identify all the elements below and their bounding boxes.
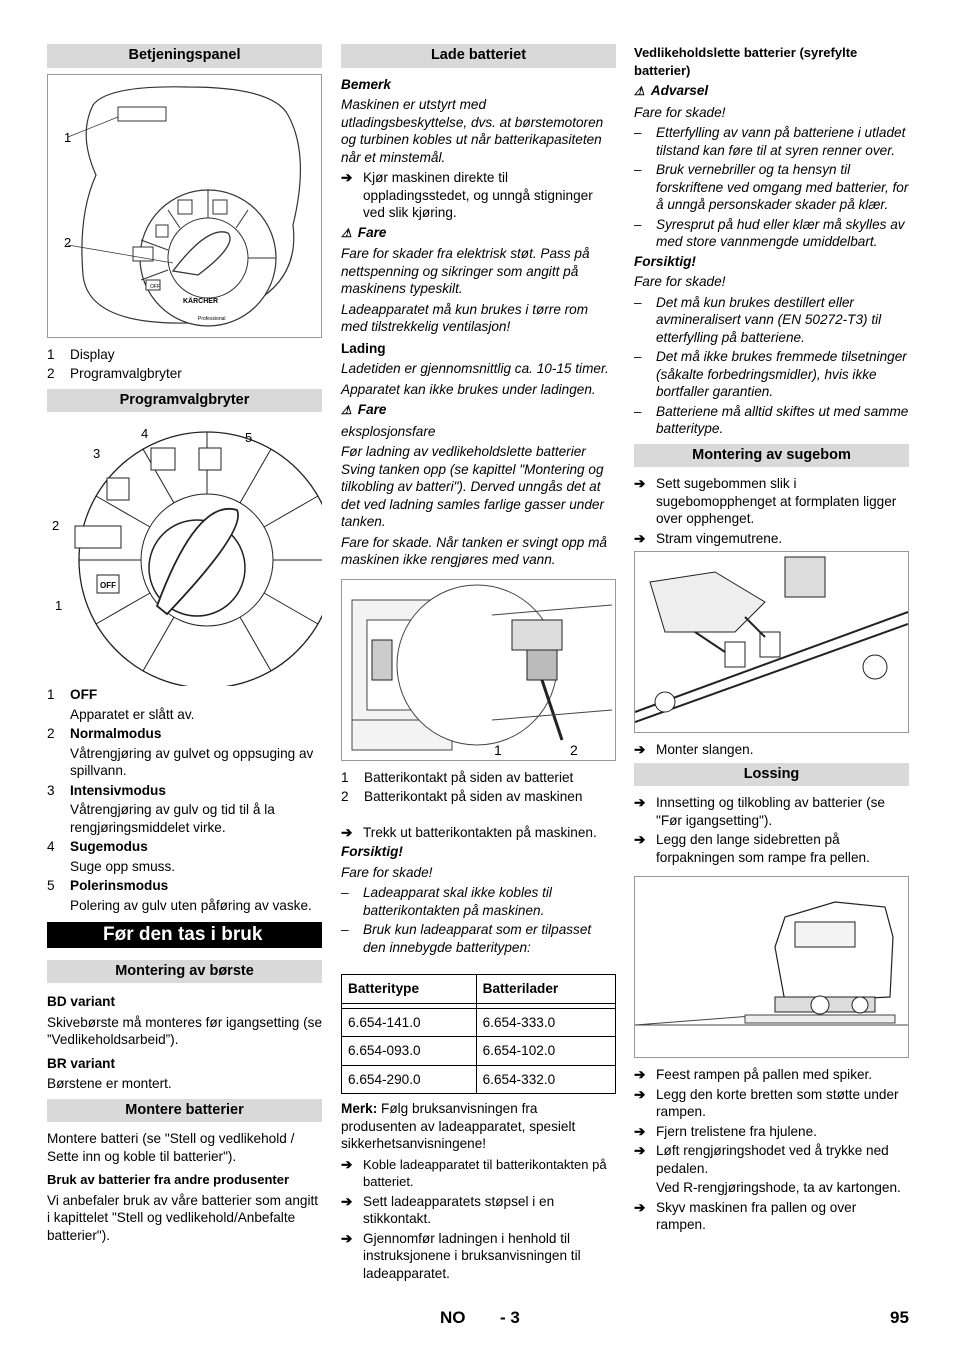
label-2: 2	[52, 518, 60, 533]
caution-heading: Forsiktig!	[341, 844, 403, 859]
paragraph: Ladeapparatet må kun brukes i tørre rom med tilstrekkelig ventilasjon!	[341, 301, 589, 334]
bullet: – Bruk kun ladeapparat som er tilpasset den innebygde batteritypen:	[341, 922, 592, 955]
label-2: 2	[570, 741, 578, 758]
subheading: Lading	[341, 340, 386, 356]
instruction: ➔ Innsetting og tilkobling av batterier (se "Før igangsetting").	[634, 795, 885, 828]
warning-triangle-icon: ⚠	[341, 225, 352, 240]
page-number: 95	[890, 1308, 909, 1327]
mode-item: 4 Sugemodus	[47, 839, 148, 854]
paragraph: Fare for skade. Når tanken er svingt opp må maskinen ikke rengjøres med vann.	[341, 534, 607, 567]
section-heading: Betjeningspanel	[47, 44, 322, 68]
arrow-icon: ➔	[634, 530, 646, 546]
off-label: OFF	[150, 283, 160, 290]
bullet: – Batteriene må alltid skiftes ut med sammе batteritype.	[634, 403, 909, 436]
control-panel-illustration	[48, 75, 321, 337]
mode-desc: Polering av gulv uten påføring av vaske.	[70, 897, 312, 913]
brand-logo: KÄRCHER	[183, 297, 218, 305]
bullet: – Etterfylling av vann på batteriene i utladet tilstand kan føre til at syren renner over.	[634, 125, 906, 158]
model-label: Professional	[198, 315, 226, 322]
battery-contact-figure	[341, 579, 616, 761]
mode-item: 3 Intensivmodus	[47, 782, 166, 798]
arrow-icon: ➔	[634, 742, 646, 757]
column-left	[47, 44, 322, 1247]
bullet: – Det må kun brukes destillert eller avmineralisert vann (EN 50272-T3) til etterfylling på batteriene.	[634, 294, 882, 345]
mode-item: 2 Normalmodus	[47, 726, 162, 741]
mode-desc: Suge opp smuss.	[70, 858, 176, 874]
label-1: 1	[494, 741, 502, 758]
battery-table	[341, 974, 616, 1094]
paragraph: Maskinen er utstyrt med utladingsbeskyttelse, dvs. at børstemotoren og turbinen kobles ut når batterikapasiteten når et minstemål.	[341, 97, 604, 165]
paragraph: Før ladning av vedlikeholdslette batterier Sving tanken opp (se kapittel "Montering og tilkobling av batteri"). Derved unngås det at det ved ladning samles farlige gasser under tanken.	[341, 444, 604, 529]
paragraph: Børstene er montert.	[47, 1076, 172, 1091]
arrow-icon: ➔	[341, 170, 353, 185]
arrow-icon: ➔	[634, 832, 646, 847]
arrow-icon: ➔	[634, 1086, 646, 1102]
instruction: ➔ Løft rengjøringshodet ved å trykke ned pedalen.	[634, 1143, 889, 1176]
instruction: ➔ Feest rampen på pallen med spiker.	[634, 1067, 873, 1082]
subheading: BR variant	[47, 1055, 115, 1071]
program-selector-illustration	[47, 418, 322, 686]
section-heading: Lossing	[634, 763, 909, 787]
section-heading: Montere batterier	[47, 1099, 322, 1123]
arrow-icon: ➔	[634, 1199, 646, 1215]
mode-desc: Våtrengjøring av gulv og tid til å la rengjøringsmiddelet virke.	[70, 802, 275, 835]
bullet: – Det må ikke brukes fremmede tilsetninger (såkalte forbedringsmidler), hvis ikke bortfaller garantien.	[634, 349, 907, 399]
instruction-continuation: Ved R-rengjøringshode, ta av kartongen.	[656, 1180, 901, 1195]
dial-figure	[47, 418, 322, 686]
paragraph: Fare for skader fra elektrisk støt. Pass på nettspenning og sikringer som angitt på maskinens typeskilt.	[341, 246, 590, 296]
section-page: - 3	[500, 1308, 520, 1327]
instruction: ➔ Sett sugebommen slik i sugebomopphenget at formplaten ligger over opphenget.	[634, 476, 897, 526]
warning-triangle-icon: ⚠	[341, 403, 352, 417]
control-panel-figure	[47, 74, 322, 338]
danger-heading: ⚠ Fare	[341, 224, 616, 243]
paragraph: Fare for skade!	[341, 864, 433, 880]
instruction: ➔ Stram vingemutrene.	[634, 530, 783, 546]
table-row: 6.654-093.0 6.654-102.0	[342, 1037, 616, 1066]
squeegee-figure	[634, 551, 909, 733]
section-heading: Lade batteriet	[341, 44, 616, 68]
bullet: – Ladeapparat skal ikke kobles til batterikontakten på maskinen.	[341, 885, 552, 918]
instruction: ➔ Koble ladeapparatet til batterikontakten på batteriet.	[341, 1156, 607, 1189]
label-5: 5	[245, 430, 253, 445]
label-3: 3	[93, 446, 101, 461]
section-heading: Montering av sugebom	[634, 444, 909, 468]
label-1: 1	[55, 598, 63, 613]
bullet: – Syresprut på hud eller klær må skylles av med store vannmengde umiddelbart.	[634, 216, 905, 249]
legend-item: 1 Display	[47, 346, 115, 362]
instruction: ➔ Legg den korte bretten som støtte under rampen.	[634, 1086, 899, 1119]
arrow-icon: ➔	[634, 1143, 646, 1158]
paragraph: eksplosjonsfare	[341, 423, 436, 439]
note-paragraph: Merk: Følg bruksanvisningen fra produsenten av ladeapparatet, spesielt sikkerhetsanvisningene!	[341, 1101, 576, 1151]
caution-heading: Forsiktig!	[634, 253, 696, 269]
danger-heading: ⚠ Fare	[341, 401, 616, 420]
arrow-icon: ➔	[634, 795, 646, 810]
instruction: ➔ Fjern trelistene fra hjulene.	[634, 1123, 817, 1139]
paragraph: Vi anbefaler bruk av våre batterier som angitt i kapittelet "Stell og vedlikehold/Anbefalte batterier").	[47, 1192, 319, 1243]
bullet: – Bruk vernebriller og ta hensyn til forskriftene ved omgang med batterier, for å unngå personskader skader på klær.	[634, 162, 909, 212]
battery-contact-illustration	[342, 580, 615, 760]
subheading: Vedlikeholdslette batterier (syrefylte batterier)	[634, 45, 858, 78]
arrow-icon: ➔	[634, 1067, 646, 1082]
instruction: ➔ Monter slangen.	[634, 742, 754, 757]
chapter-heading: Før den tas i bruk	[47, 922, 322, 948]
mode-list	[47, 686, 322, 914]
arrow-icon: ➔	[634, 1123, 646, 1139]
paragraph: Fare for skade!	[634, 274, 726, 289]
paragraph: Ladetiden er gjennomsnittlig ca. 10-15 timer.	[341, 361, 609, 376]
arrow-icon: ➔	[341, 824, 353, 840]
instruction: ➔ Kjør maskinen direkte til oppladingsstedet, og unngå stigninger ved slik kjøring.	[341, 170, 593, 220]
legend-item: 2 Batterikontakt på siden av maskinen	[341, 789, 583, 804]
warning-triangle-icon: ⚠	[634, 84, 645, 98]
legend-item: 1 Batterikontakt på siden av batteriet	[341, 769, 574, 785]
table-row: 6.654-290.0 6.654-332.0	[342, 1065, 616, 1094]
paragraph: Fare for skade!	[634, 104, 726, 120]
language-code: NO	[440, 1308, 466, 1327]
arrow-icon: ➔	[341, 1230, 353, 1246]
off-icon: OFF	[100, 581, 116, 590]
column-middle	[341, 44, 616, 1284]
instruction: ➔ Gjennomfør ladningen i henhold til instruksjonene i bruksanvisningen til ladeapparatet.	[341, 1230, 581, 1281]
squeegee-illustration	[635, 552, 908, 732]
machine-on-pallet-illustration	[635, 877, 908, 1057]
subheading: Bruk av batterier fra andre produsenter	[47, 1172, 290, 1187]
label-2: 2	[64, 234, 72, 250]
mode-item: 5 Polerinsmodus	[47, 878, 169, 893]
arrow-icon: ➔	[341, 1193, 353, 1209]
label-4: 4	[141, 426, 149, 441]
mode-item: 1 OFF	[47, 687, 98, 702]
column-right	[634, 44, 909, 1236]
instruction: ➔ Skyv maskinen fra pallen og over rampen.	[634, 1199, 857, 1232]
legend-item: 2 Programvalgbryter	[47, 366, 182, 381]
paragraph: Skivebørste må monteres før igangsetting (se ”Vedlikeholdsarbeid”).	[47, 1014, 323, 1047]
mode-desc: Våtrengjøring av gulvet og oppsuging av spillvann.	[70, 745, 314, 778]
unloading-figure	[634, 876, 909, 1058]
table-header-row: Batteritype Batterilader	[342, 975, 616, 1004]
arrow-icon: ➔	[634, 476, 646, 491]
instruction: ➔ Trekk ut batterikontakten på maskinen.	[341, 824, 597, 840]
note-heading: Bemerk	[341, 76, 391, 92]
arrow-icon: ➔	[341, 1156, 353, 1172]
warning-heading: ⚠ Advarsel	[634, 82, 909, 101]
label-1: 1	[64, 129, 72, 145]
table-row: 6.654-141.0 6.654-333.0	[342, 1008, 616, 1037]
paragraph: Montere batteri (se "Stell og vedlikehold / Sette inn og koble til batterier").	[47, 1131, 295, 1164]
instruction: ➔ Sett ladeapparatets støpsel i en stikkontakt.	[341, 1193, 555, 1226]
mode-desc: Apparatet er slått av.	[70, 706, 195, 722]
section-heading: Programvalgbryter	[47, 389, 322, 413]
subheading: BD variant	[47, 994, 115, 1009]
paragraph: Apparatet kan ikke brukes under ladingen.	[341, 381, 596, 397]
instruction: ➔ Legg den lange sidebretten på forpakningen som rampe fra pellen.	[634, 832, 870, 865]
section-heading: Montering av børste	[47, 960, 322, 984]
